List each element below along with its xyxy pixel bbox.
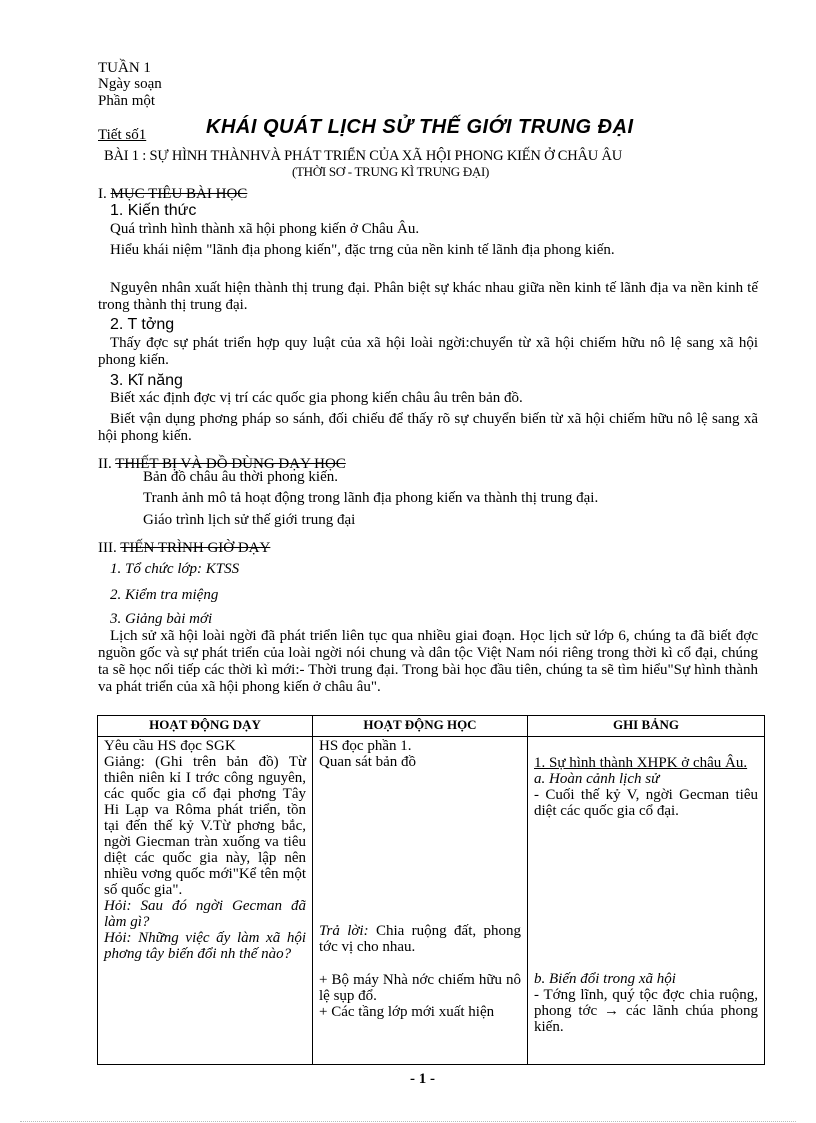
step-3: 3. Giảng bài mới bbox=[110, 611, 213, 627]
step-2: 2. Kiểm tra miệng bbox=[110, 587, 219, 603]
knowledge-paragraph-2: Hiểu khái niệm "lãnh địa phong kiến", đặc trng của nền kinh tế lãnh địa phong kiến. bbox=[110, 242, 615, 258]
equipment-item-1: Bản đồ châu âu thời phong kiến. bbox=[143, 469, 338, 485]
learning-answer bbox=[319, 923, 521, 955]
teaching-instruction: Yêu cầu HS đọc SGK bbox=[104, 738, 236, 754]
header-teaching: HOẠT ĐỘNG DẠY bbox=[98, 716, 313, 737]
section1-title: MỤC TIÊU BÀI HỌC bbox=[110, 186, 248, 202]
section2-title: THIẾT BỊ VÀ ĐỒ DÙNG DẠY HỌC bbox=[115, 456, 346, 472]
knowledge-heading: 1. Kiến thức bbox=[110, 202, 197, 219]
period-label: Tiết số1 bbox=[98, 127, 147, 143]
section3-heading bbox=[98, 540, 270, 557]
page-title: KHÁI QUÁT LỊCH SỬ THẾ GIỚI TRUNG ĐẠI bbox=[206, 116, 634, 138]
part-label: Phần một bbox=[98, 93, 156, 109]
date-label: Ngày soạn bbox=[98, 76, 162, 92]
learning-read: HS đọc phần 1. bbox=[319, 738, 412, 754]
learning-point-2: + Các tầng lớp mới xuất hiện bbox=[319, 1004, 495, 1020]
section1-heading bbox=[98, 186, 247, 203]
thought-heading: 2. T tởng bbox=[110, 316, 175, 333]
board-point-1: - Cuối thế kỷ V, ngời Gecman tiêu diệt các quốc gia cổ đại. bbox=[534, 787, 758, 819]
answer-text: Chia ruộng đất, phong tớc vị cho nhau. bbox=[319, 923, 522, 955]
board-heading-2: a. Hoàn cảnh lịch sử bbox=[534, 771, 660, 787]
teaching-question-1: Hỏi: Sau đó ngời Gecman đã làm gì? bbox=[104, 898, 306, 930]
learning-cell bbox=[313, 737, 528, 1065]
intro-paragraph: Lịch sử xã hội loài ngời đã phát triển liên tục qua nhiều giai đoạn. Học lịch sử lớp 6, chúng ta đã biết đợc nguồn gốc và sự phát triển của loài ngời nói chung và dân tộc Việt Nam nói riêng trong thời kì cổ đại, chúng ta sẽ học nối tiếp các thời kì mới:- Thời trung đại. Trong bài học đầu tiên, chúng ta sẽ tìm hiểu"Sự hình thành va phát triển của xã hội phong kiến ở châu âu". bbox=[98, 628, 758, 695]
board-heading-1: 1. Sự hình thành XHPK ở châu Âu. bbox=[534, 755, 748, 771]
skill-paragraph-2: Biết vận dụng phơng pháp so sánh, đối chiếu để thấy rõ sự chuyển biến từ xã hội chiếm hữu nô lệ sang xã hội phong kiến. bbox=[98, 411, 758, 444]
equipment-item-3: Giáo trình lịch sử thế giới trung đại bbox=[143, 512, 356, 528]
teaching-question-2: Hỏi: Những việc ấy làm xã hội phơng tây biến đổi nh thế nào? bbox=[104, 930, 306, 962]
skill-heading: 3. Kĩ năng bbox=[110, 372, 183, 389]
page-number: - 1 - bbox=[410, 1071, 435, 1087]
page-edge-divider bbox=[20, 1121, 796, 1122]
table-row bbox=[98, 737, 765, 1065]
section3-prefix: III. bbox=[98, 540, 117, 556]
teaching-cell bbox=[98, 737, 313, 1065]
lesson-subtitle: (THỜI SƠ - TRUNG KÌ TRUNG ĐẠI) bbox=[292, 164, 490, 179]
step-1: 1. Tổ chức lớp: KTSS bbox=[110, 561, 240, 577]
section1-prefix: I. bbox=[98, 186, 107, 202]
table-header-row bbox=[98, 716, 765, 737]
section3-title: TIẾN TRÌNH GIỜ DẠY bbox=[120, 540, 271, 556]
board-point-2: - Tớng lĩnh, quý tộc đợc chia ruộng, phong tớc → các lãnh chúa phong kiến. bbox=[534, 987, 758, 1035]
teaching-lecture: Giảng: (Ghi trên bản đồ) Từ thiên niên kỉ I trớc công nguyên, các quốc gia cổ đại phơng Tây Hi Lạp va Rôma phát triển, tồn tại đến thế kỷ V.Từ phơng bắc, ngời Giecman tràn xuống va tiêu diệt các quốc gia này, lập nên nhiều vơng quốc mới"Kể tên một số quốc gia". bbox=[104, 754, 306, 898]
learning-point-1: + Bộ máy Nhà nớc chiếm hữu nô lệ sụp đổ. bbox=[319, 972, 521, 1004]
learning-observe: Quan sát bản đồ bbox=[319, 754, 417, 770]
lesson-table bbox=[97, 715, 765, 1065]
section2-prefix: II. bbox=[98, 456, 112, 472]
knowledge-paragraph-1: Quá trình hình thành xã hội phong kiến ở Châu Âu. bbox=[110, 221, 420, 237]
lesson-title: BÀI 1 : SỰ HÌNH THÀNHVÀ PHÁT TRIỂN CỦA XÃ HỘI PHONG KIẾN Ở CHÂU ÂU bbox=[104, 148, 623, 164]
answer-label: Trả lời: bbox=[319, 923, 369, 939]
header-board: GHI BẢNG bbox=[528, 716, 765, 737]
equipment-item-2: Tranh ảnh mô tả hoạt động trong lãnh địa phong kiến va thành thị trung đại. bbox=[143, 490, 599, 506]
knowledge-paragraph-3: Nguyên nhân xuất hiện thành thị trung đại. Phân biệt sự khác nhau giữa nền kinh tế lãnh địa va nền kinh tế trong thành thị trung đại. bbox=[98, 280, 758, 313]
board-heading-3: b. Biến đổi trong xã hội bbox=[534, 971, 676, 987]
thought-paragraph: Thấy đợc sự phát triển hợp quy luật của xã hội loài ngời:chuyển từ xã hội chiếm hữu nô lệ sang xã hội phong kiến. bbox=[98, 335, 758, 368]
skill-paragraph-1: Biết xác định đợc vị trí các quốc gia phong kiến châu âu trên bản đồ. bbox=[110, 390, 523, 406]
week-label: TUẦN 1 bbox=[98, 60, 151, 76]
header-learning: HOẠT ĐỘNG HỌC bbox=[313, 716, 528, 737]
board-cell bbox=[528, 737, 765, 1065]
